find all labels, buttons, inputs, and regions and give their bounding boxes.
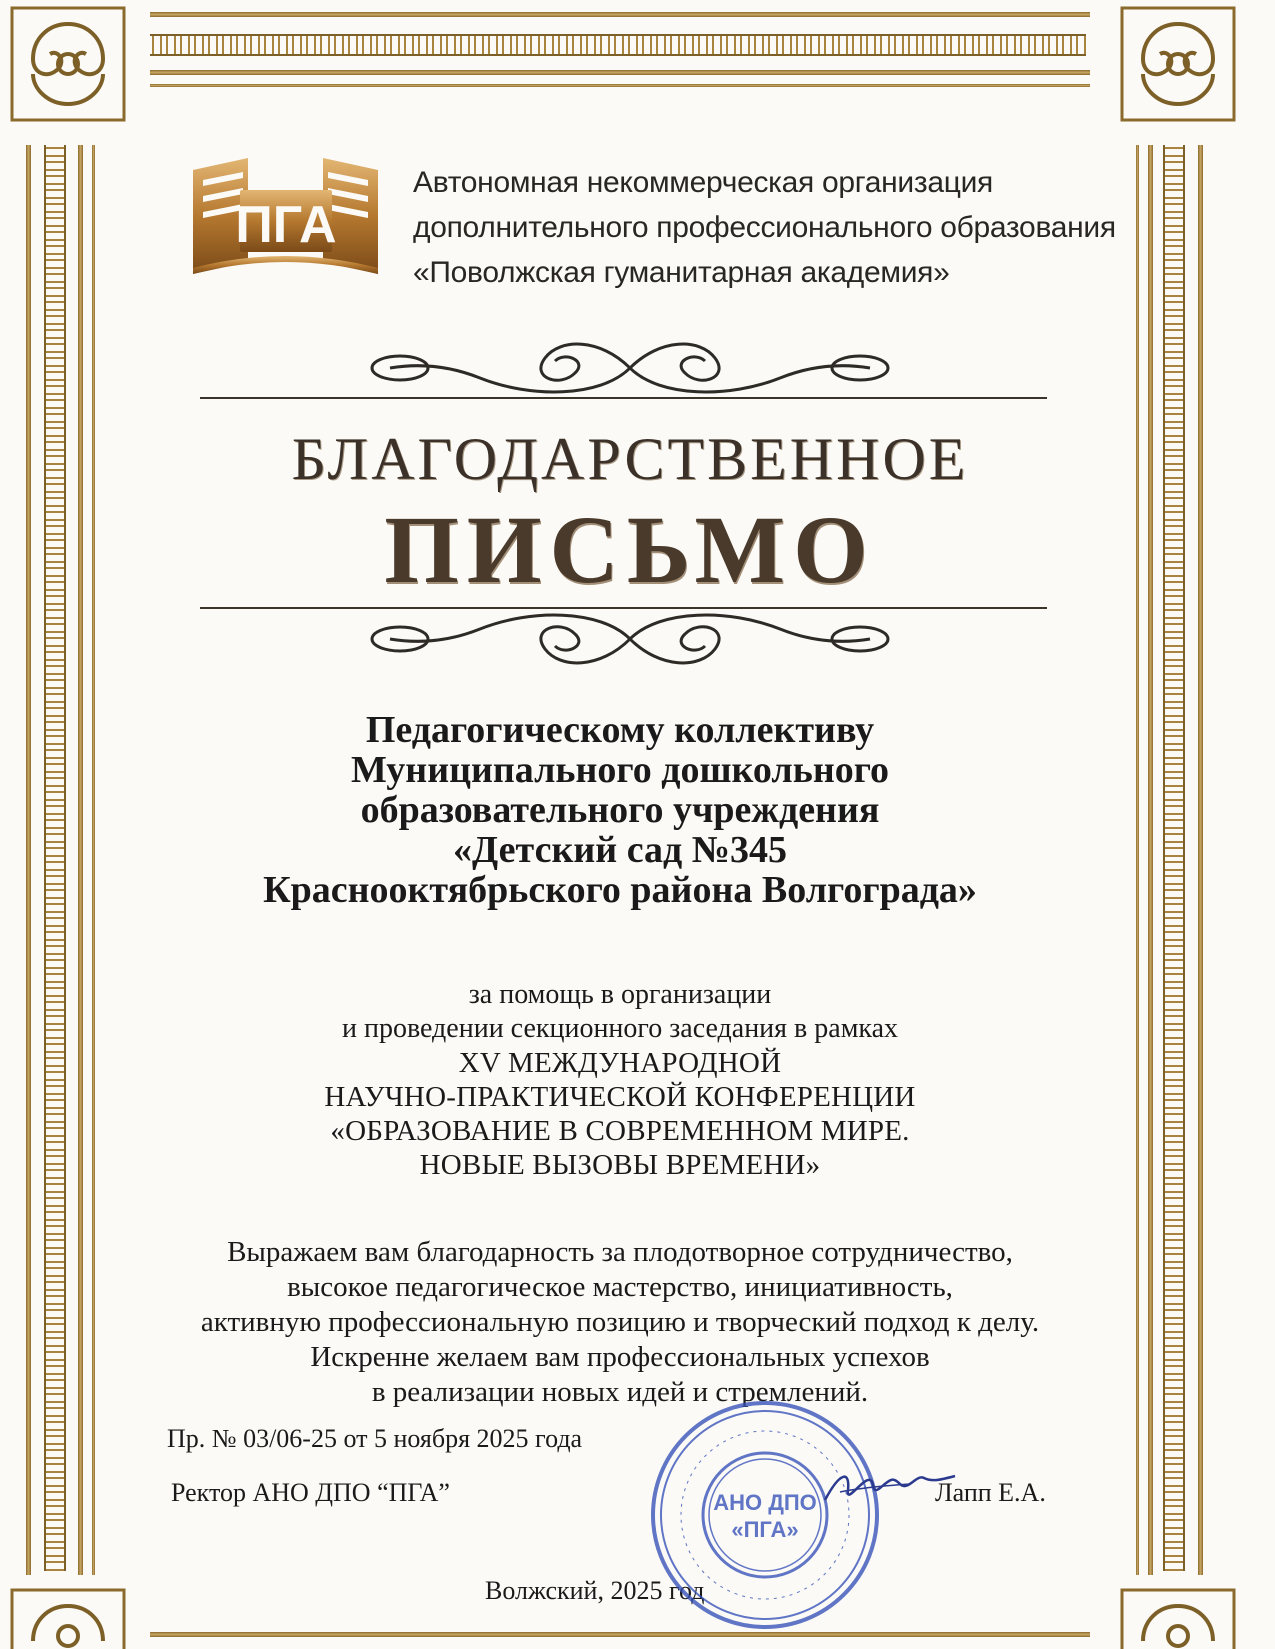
- org-line: «Поволжская гуманитарная академия»: [413, 256, 950, 289]
- body-line: высокое педагогическое мастерство, инициативность,: [287, 1271, 953, 1303]
- place-and-year: Волжский, 2025 год: [485, 1576, 705, 1605]
- org-line: Автономная некоммерческая организация: [413, 166, 993, 199]
- organization-name: [413, 160, 1116, 295]
- corner-ornament-icon: [1118, 4, 1238, 124]
- body-line: активную профессиональную позицию и творческий подход к делу.: [200, 1306, 1040, 1338]
- recipient-line: Педагогическому коллективу: [365, 709, 875, 751]
- title-line-2: ПИСЬМО: [384, 496, 876, 603]
- body-line: Выражаем вам благодарность за плодотворное сотрудничество,: [227, 1236, 1013, 1268]
- frame-rule: [78, 145, 83, 1575]
- conference-line: НАУЧНО-ПРАКТИЧЕСКОЙ КОНФЕРЕНЦИИ: [324, 1081, 916, 1113]
- frame-chain: [150, 34, 1086, 56]
- recipient-line: Муниципального дошкольного: [350, 749, 890, 791]
- flourish-ornament-icon: [360, 604, 900, 674]
- title-line-1: БЛАГОДАРСТВЕННОЕ: [291, 426, 969, 492]
- conference-block: [150, 1046, 1090, 1182]
- title-rule: [200, 397, 1047, 399]
- stamp-line-2: «ПГА»: [731, 1517, 799, 1542]
- gratitude-text: [130, 1235, 1110, 1410]
- conference-line: XV МЕЖДУНАРОДНОЙ: [458, 1047, 782, 1079]
- frame-rule: [150, 1632, 1090, 1637]
- body-line: Искренне желаем вам профессиональных успехов: [310, 1341, 930, 1373]
- frame-rule: [1198, 145, 1203, 1575]
- recipient-block: [150, 710, 1090, 910]
- rector-name: Лапп Е.А.: [935, 1478, 1046, 1507]
- frame-chain: [1163, 145, 1185, 1571]
- frame-chain: [44, 145, 66, 1571]
- recipient-line: Краснооктябрьского района Волгограда»: [263, 869, 977, 911]
- official-stamp-icon: [645, 1395, 885, 1635]
- purpose-line: за помощь в организации: [468, 979, 772, 1010]
- corner-ornament-icon: [8, 1586, 128, 1649]
- org-line: дополнительного профессионального образования: [413, 211, 1116, 244]
- purpose-block: [150, 978, 1090, 1046]
- conference-line: «ОБРАЗОВАНИЕ В СОВРЕМЕННОМ МИРЕ.: [330, 1115, 910, 1147]
- rector-title: Ректор АНО ДПО “ПГА”: [171, 1478, 450, 1507]
- frame-rule: [150, 70, 1090, 75]
- frame-rule: [26, 145, 31, 1575]
- recipient-line: «Детский сад №345: [453, 829, 787, 871]
- signature-icon: [820, 1462, 960, 1512]
- frame-rule: [1136, 145, 1139, 1575]
- frame-rule: [150, 12, 1090, 17]
- corner-ornament-icon: [1118, 1586, 1238, 1649]
- corner-ornament-icon: [8, 4, 128, 124]
- frame-rule: [1148, 145, 1153, 1575]
- logo-lettering: ПГА: [235, 196, 337, 254]
- body-line: в реализации новых идей и стремлений.: [371, 1376, 869, 1408]
- academy-logo-icon: [188, 150, 383, 278]
- frame-rule: [92, 145, 95, 1575]
- flourish-ornament-icon: [360, 333, 900, 403]
- frame-rule: [150, 84, 1090, 87]
- stamp-line-1: АНО ДПО: [713, 1490, 817, 1515]
- conference-line: НОВЫЕ ВЫЗОВЫ ВРЕМЕНИ»: [419, 1149, 821, 1181]
- purpose-line: и проведении секционного заседания в рамках: [341, 1013, 899, 1044]
- recipient-line: образовательного учреждения: [360, 789, 880, 831]
- order-reference: Пр. № 03/06-25 от 5 ноября 2025 года: [167, 1424, 583, 1453]
